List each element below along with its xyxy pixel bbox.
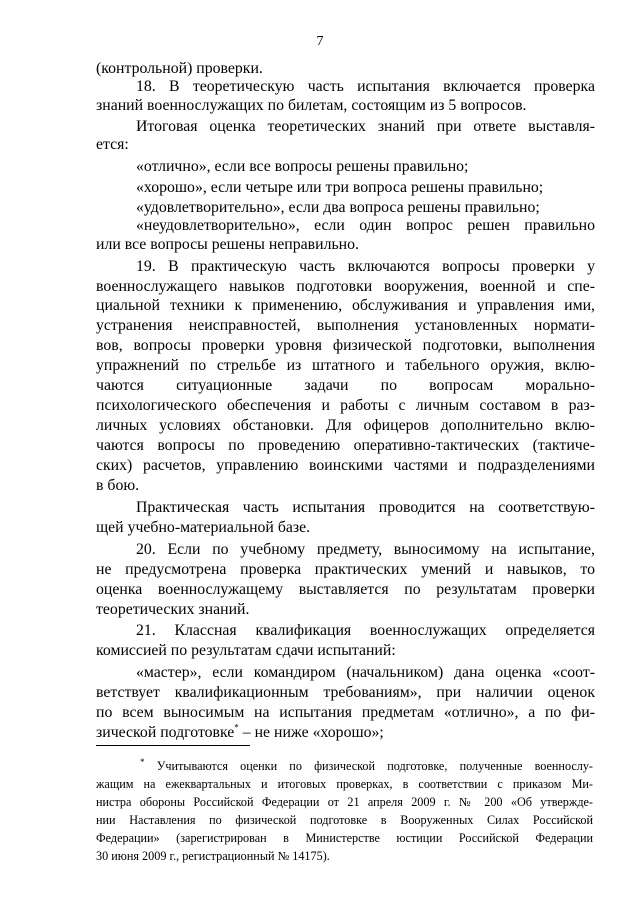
text-line: в бою.	[96, 477, 140, 495]
text-line: комиссией по результатам сдачи испытаний:	[96, 642, 396, 660]
text-line: 20. Если по учебному предмету, выносимому на испытание,	[136, 540, 595, 558]
text-line: 21. Классная квалификация военнослужащих определяется	[136, 622, 595, 640]
text-line: 18. В теоретическую часть испытания включается проверка	[136, 78, 595, 96]
text-fragment: Учитываются оценки по физической подготовке, полученные военнослу-	[144, 759, 593, 773]
text-line: (контрольной) проверки.	[96, 60, 263, 77]
footnote-line: 30 июня 2009 г., регистрационный № 14175).	[96, 849, 330, 863]
text-line: по всем выносимым на испытания предметам «отлично», а по фи-	[96, 704, 595, 721]
page-number: 7	[316, 34, 324, 49]
text-line: ветствует квалификационным требованиям», при наличии оценок	[96, 684, 595, 702]
text-line: 19. В практическую часть включаются вопросы проверки у	[136, 258, 595, 276]
text-line: упражнений по стрельбе из штатного и табельного оружия, вклю-	[96, 357, 595, 375]
text-line: устранения неисправностей, выполнения установленных нормати-	[96, 317, 595, 335]
text-line: чаются вопросы по проведению оперативно-тактических (тактиче-	[96, 437, 595, 455]
text-line: чаются ситуационные задачи по вопросам морально-	[96, 377, 595, 395]
text-line: психологического обеспечения и работы с личным составом в раз-	[96, 397, 595, 415]
text-line: «удовлетворительно», если два вопроса решены правильно;	[136, 199, 540, 217]
text-line: «мастер», если командиром (начальником) дана оценка «соот-	[136, 664, 595, 682]
text-line: не предусмотрена проверка практических умений и навыков, то	[96, 560, 595, 578]
text-line: или все вопросы решены неправильно.	[96, 236, 359, 254]
text-line: вов, вопросы проверки уровня физической подготовки, выполнения	[96, 337, 595, 355]
footnote-marker: *	[234, 722, 239, 733]
text-line: щей учебно-материальной базе.	[96, 518, 311, 536]
text-line: знаний военнослужащих по билетам, состоящим из 5 вопросов.	[96, 96, 527, 114]
footnote-line: жащим на ежеквартальных и итоговых проверках, в соответствии с приказом Ми-	[96, 777, 593, 791]
text-fragment: зической подготовке	[96, 724, 235, 741]
footnote-line: Федерации» (зарегистрирован в Министерстве юстиции Российской Федерации	[96, 831, 593, 845]
text-line: циальной техники к применению, обслуживания и управления ими,	[96, 297, 595, 315]
footnote-line: нистра обороны Российской Федерации от 21 апреля 2009 г. № 200 «Об утвержде-	[96, 795, 593, 809]
text-line: Практическая часть испытания проводится на соответствую-	[136, 498, 595, 516]
text-fragment: – не ниже «хорошо»;	[238, 724, 384, 741]
text-line: теоретических знаний.	[96, 600, 250, 618]
text-line: военнослужащего навыков подготовки вооружения, военной и спе-	[96, 278, 595, 296]
text-line: «отлично», если все вопросы решены правильно;	[136, 158, 469, 176]
text-line: личных условиях обстановки. Для офицеров дополнительно вклю-	[96, 417, 595, 435]
text-line: «хорошо», если четыре или три вопроса решены правильно;	[136, 179, 544, 197]
footnote-line: нии Наставления по физической подготовке в Вооруженных Силах Российской	[96, 813, 593, 827]
text-line: оценка военнослужащему выставляется по результатам проверки	[96, 580, 595, 598]
text-line	[96, 723, 384, 743]
text-line: ских) расчетов, управлению воинскими частями и подразделениями	[96, 457, 595, 475]
text-line: Итоговая оценка теоретических знаний при ответе выставля-	[136, 118, 595, 136]
footnote-divider	[96, 745, 250, 746]
text-line: «неудовлетворительно», если один вопрос решен правильно	[136, 217, 595, 235]
text-line: ется:	[96, 136, 129, 154]
footnote-marker: *	[140, 756, 145, 767]
footnote-line	[140, 757, 593, 775]
